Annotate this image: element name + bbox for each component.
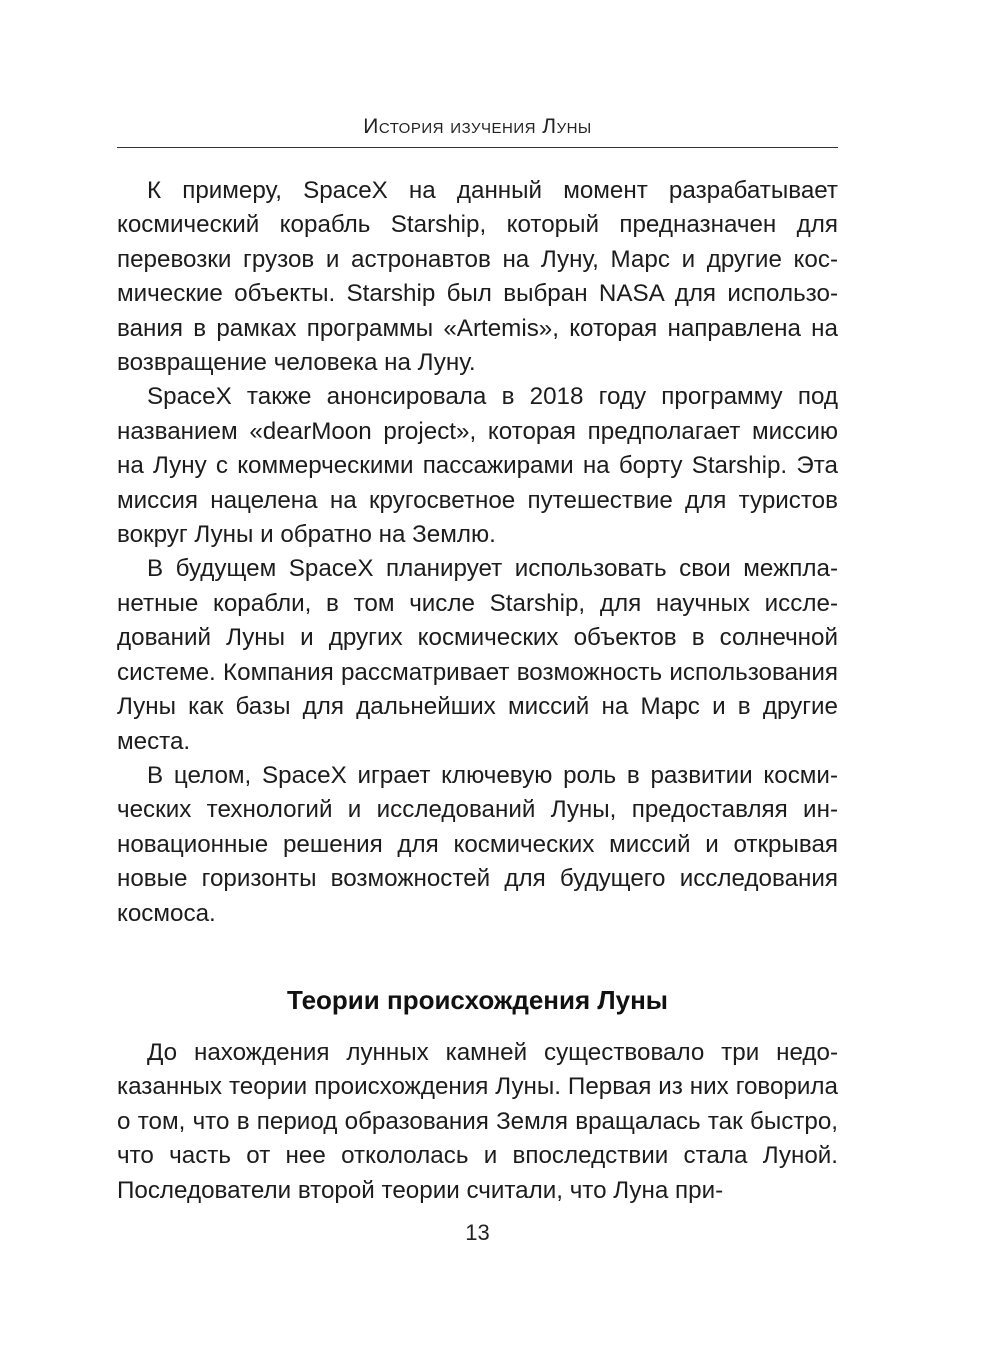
paragraph: К примеру, SpaceX на данный момент разрабатывает космический корабль Starship, который предназначен для перевозки грузов и астронавтов на Луну, Марс и другие космические объекты. Starship был выбран NASA для использования в рамках программы «Artemis», которая направлена на возвращение человека на Луну. (117, 177, 838, 377)
section-title: Теории происхождения Луны (286, 985, 668, 1015)
paragraph: В будущем SpaceX планирует использовать свои межпланетные корабли, в том числе Starship, для научных исследований Луны и других космических объектов в солнечной системе. Компания рассматривает возможность использования Луны как базы для дальнейших миссий на Марс и в другие места. (117, 555, 838, 755)
header-rule (117, 147, 838, 148)
section-text (117, 1036, 838, 1208)
page-number: 13 (465, 1220, 490, 1245)
paragraph: SpaceX также анонсировала в 2018 году программу под названием «dearMoon project», которая предполагает миссию на Луну с коммерческими пассажирами на борту Starship. Эта миссия нацелена на кругосветное путешествие для туристов вокруг Луны и обратно на Землю. (117, 383, 838, 549)
paragraph: До нахождения лунных камней существовало три недоказанных теории происхождения Луны. Первая из них говорила о том, что в период образования Земля вращалась так быстро, что часть от нее откололась и впоследствии стала Луной. Последователи второй теории считали, что Луна при- (117, 1039, 838, 1204)
main-text (117, 174, 838, 931)
running-header: История изучения Луны (363, 115, 592, 138)
paragraph: В целом, SpaceX играет ключевую роль в развитии космических технологий и исследований Луны, предоставляя инновационные решения для космических миссий и открывая новые горизонты возможностей для будущего исследования космоса. (117, 761, 838, 927)
